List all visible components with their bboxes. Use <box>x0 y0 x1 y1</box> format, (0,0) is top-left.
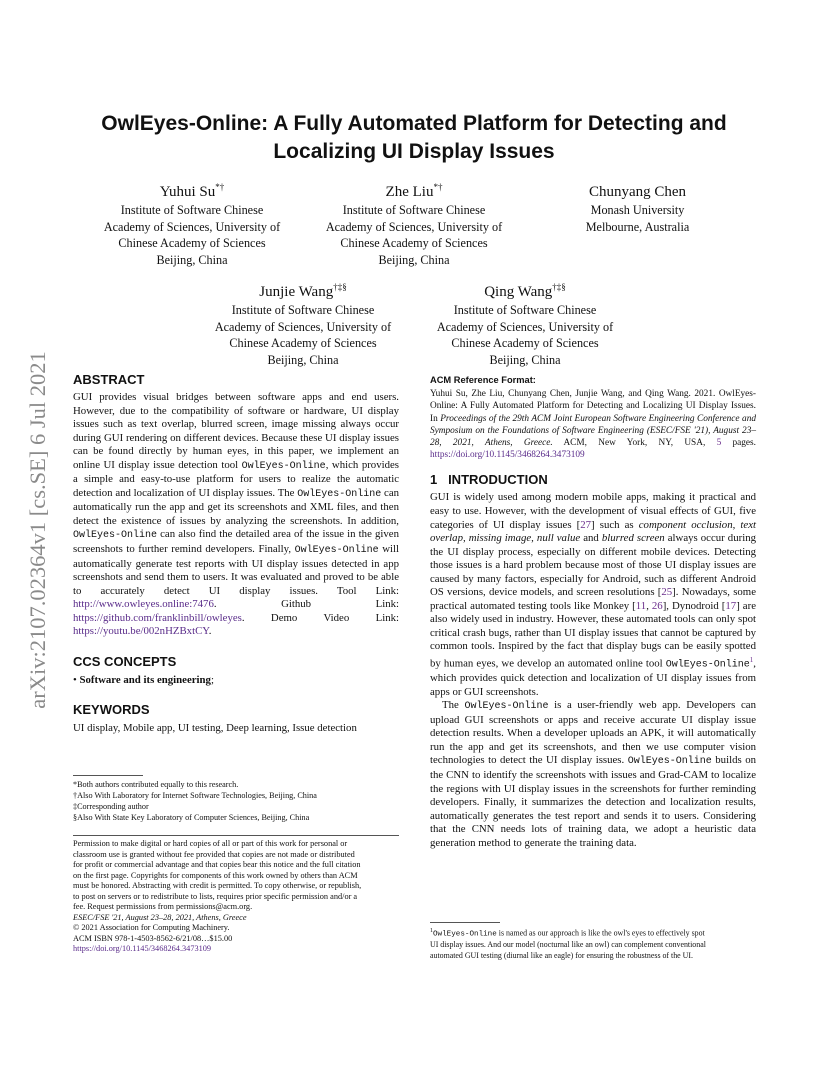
affiliation-line: Beijing, China <box>156 252 228 267</box>
affiliation-line: Beijing, China <box>267 352 339 367</box>
affiliation-line: Chinese Academy of Sciences <box>229 336 377 350</box>
ccs-heading: CCS CONCEPTS <box>73 653 177 669</box>
author-block-4 <box>203 278 403 368</box>
affiliation-line: Beijing, China <box>489 352 561 367</box>
acm-ref-text: Yuhui Su, Zhe Liu, Chunyang Chen, Junjie Wang, and Qing Wang. 2021. OwlEyes-Online: A Fully Automated Platform for Detecting and Localizing UI Display Issues. In Proceedings of the 29th ACM Joint European Software Engineering Conference and Symposium on the Foundations of Software Engineering (ESEC/FSE '21), August 23–28, 2021, Athens, Greece. ACM, New York, NY, USA, 5 pages. https://doi.org/10.1145/3468264.3473109 <box>430 389 756 461</box>
author-name: Zhe Liu <box>385 184 434 200</box>
abstract-heading: ABSTRACT <box>73 372 145 387</box>
video-link[interactable]: https://youtu.be/002nHZBxtCY <box>73 625 209 638</box>
copyright-line: © 2021 Association for Computing Machinery. <box>73 923 230 932</box>
intro-paragraph-1: GUI is widely used among modern mobile apps, making it practical and easy to use. However, with the development of visual effects of GUI, five categories of UI display issues [27] such as component occlusion, text overlap, missing image, null value and blurred screen always occur during the UI display process, especially on different mobile devices. Detecting those issues is a hard problem because most of those UI display issues are caused by many factors, especially for Android, such as different Android OS versions, device models, and screen resolutions [25]. Nowadays, some practical automated testing tools like Monkey [11, 26], Dynodroid [17] are also widely used in industry. However, these automated tools can only spot critical crash bugs, rather than UI display issues that cannot be captured by common tools. Inspired by the fact that display bugs can be easily spotted by human eyes, we develop an automated online tool OwlEyes-Online$^1$, which provides quick detection and localization of UI display issues from apps or GUI screenshots. <box>430 491 756 698</box>
permission-line: fee. Request permissions from permissions@acm.org. <box>73 902 253 911</box>
footnote-mark: 1 <box>749 655 754 664</box>
tool-name: OwlEyes-Online <box>294 545 379 557</box>
affiliation-line: Chinese Academy of Sciences <box>340 236 488 250</box>
author-marks: †‡§ <box>552 282 566 292</box>
github-link[interactable]: https://github.com/franklinbill/owleyes <box>73 611 242 624</box>
left-column <box>73 372 399 736</box>
author-marks: †‡§ <box>333 282 347 292</box>
footnote: *Both authors contributed equally to this research. <box>73 780 239 789</box>
isbn-line: ACM ISBN 978-1-4503-8562-6/21/08…$15.00 <box>73 933 233 943</box>
author-block-5 <box>425 278 625 368</box>
tool-name: OwlEyes-Online <box>464 701 549 713</box>
affiliation-line: Institute of Software Chinese <box>231 303 375 317</box>
paper-title: OwlEyes-Online: A Fully Automated Platform for Detecting and Localizing UI Display Issues <box>101 112 727 163</box>
affiliation-line: Academy of Sciences, University of <box>214 319 392 334</box>
footnote: †Also With Laboratory for Internet Software Technologies, Beijing, China <box>73 791 317 800</box>
footnote-rule <box>73 775 143 776</box>
permission-line: must be honored. Abstracting with credit is permitted. To copy otherwise, or republish, <box>73 881 362 890</box>
tool-name: OwlEyes-Online <box>627 756 712 768</box>
author-marks: *† <box>215 182 225 192</box>
affiliation-line: Institute of Software Chinese <box>120 203 264 217</box>
author-name: Junjie Wang <box>259 284 334 300</box>
affiliation-line: Academy of Sciences, University of <box>436 319 614 334</box>
intro-heading: 1 INTRODUCTION <box>430 472 548 488</box>
affiliation-line: Academy of Sciences, University of <box>325 219 503 234</box>
tool-name: OwlEyes-Online <box>665 659 750 671</box>
affiliation-line: Monash University <box>590 203 685 217</box>
tool-name: OwlEyes-Online <box>297 488 382 500</box>
arxiv-id: arXiv:2107.02364v1 [cs.SE] 6 Jul 2021 <box>25 351 50 709</box>
permission-line: Permission to make digital or hard copies of all or part of this work for personal or <box>73 839 348 848</box>
permission-line: on the first page. Copyrights for components of this work owned by others than ACM <box>73 870 358 880</box>
footnote-rule <box>430 922 500 923</box>
author-block-1 <box>92 178 292 268</box>
arxiv-stamp <box>8 310 68 750</box>
author-marks: *† <box>433 182 443 192</box>
ccs-concepts: • Software and its engineering; <box>73 673 214 686</box>
footnote: ‡Corresponding author <box>73 802 149 811</box>
permission-block <box>73 839 403 955</box>
affiliation-line: Institute of Software Chinese <box>342 203 486 217</box>
author-name: Qing Wang <box>484 284 553 300</box>
author-name: Chunyang Chen <box>588 184 687 200</box>
author-footnotes <box>73 779 399 823</box>
tool-name: OwlEyes-Online <box>241 460 326 472</box>
footnote: §Also With State Key Laboratory of Computer Sciences, Beijing, China <box>73 813 310 822</box>
affiliation-line: Beijing, China <box>378 252 450 267</box>
tool-name: OwlEyes-Online <box>73 530 158 542</box>
affiliation-line: Chinese Academy of Sciences <box>118 236 266 250</box>
permission-line: to post on servers or to redistribute to lists, requires prior specific permission and/or a <box>73 891 358 901</box>
keywords-heading: KEYWORDS <box>73 702 150 718</box>
keywords-text: UI display, Mobile app, UI testing, Deep learning, Issue detection <box>73 722 357 735</box>
permission-rule <box>73 835 399 836</box>
doi-link[interactable]: https://doi.org/10.1145/3468264.3473109 <box>73 944 212 953</box>
affiliation-line: Melbourne, Australia <box>585 219 690 234</box>
author-block-3 <box>550 178 725 235</box>
acm-reference <box>430 374 756 461</box>
conference-line: ESEC/FSE '21, August 23–28, 2021, Athens, Greece <box>73 912 247 922</box>
affiliation-line: Chinese Academy of Sciences <box>451 336 599 350</box>
abstract-text: GUI provides visual bridges between software apps and end users. However, due to the compatibility of software or hardware, UI display issues such as text overlap, blurred screen, image missing always occur during GUI rendering on different devices. Because these UI display issues can be found directly by human eyes, in this paper, we implement an online UI display issue detection tool OwlEyes-Online, which provides a simple and easy-to-use platform for users to realize the automatic detection and localization of UI display issues. The OwlEyes-Online can automatically run the app and get its screenshots and XML files, and then detect the existence of issues by analyzing the screenshots. In addition, OwlEyes-Online can also find the detailed area of the issue in the given screenshots to further remind developers. Finally, OwlEyes-Online will automatically generate test reports with UI display issues detected in app screenshots and send them to users. It was evaluated and proved to be able to accurately detect UI display issues. Tool Link: http://www.owleyes.online:7476. Github Link: https://github.com/franklinbill/owleyes. Demo Video Link: https://youtu.be/002nHZBxtCY. <box>73 391 400 638</box>
permission-line: classroom use is granted without fee provided that copies are not made or distributed <box>73 849 355 859</box>
right-column <box>430 374 756 850</box>
permission-line: for profit or commercial advantage and that copies bear this notice and the full citation <box>73 860 361 869</box>
affiliation-line: Institute of Software Chinese <box>453 303 597 317</box>
author-name: Yuhui Su <box>159 184 216 200</box>
intro-paragraph-2: The OwlEyes-Online is a user-friendly web app. Developers can upload GUI screenshots or apps and receive accurate UI display issue detection results. When a developer uploads an APK, it will automatically run the app and get its screenshots, and then we use computer vision technologies to detect the UI display issues. OwlEyes-Online builds on the CNN to identify the screenshots with issues and Grad-CAM to localize the regions with UI display issues in the screenshots for further reminding developers. Finally, it summarizes the detection and localization results, automatically generates the test report and sends it to users. Considering that the CNN needs lots of training data, we adopt a heuristic data generation method to generate the training data. <box>430 699 757 849</box>
author-block-2 <box>314 178 514 268</box>
acm-ref-heading: ACM Reference Format: <box>430 375 536 385</box>
acm-ref-doi-link[interactable]: https://doi.org/10.1145/3468264.3473109 <box>430 450 585 461</box>
tool-link[interactable]: http://www.owleyes.online:7476 <box>73 598 214 611</box>
affiliation-line: Academy of Sciences, University of <box>103 219 281 234</box>
tool-footnote: $^1$OwlEyes-Online is named as our approach is like the owl's eyes to effectively spot UI display issues. And our model (nocturnal like an owl) can complement conventional automated GUI testing (diurnal like an eagle) for ensuring the robustness of the UI. <box>430 928 706 961</box>
